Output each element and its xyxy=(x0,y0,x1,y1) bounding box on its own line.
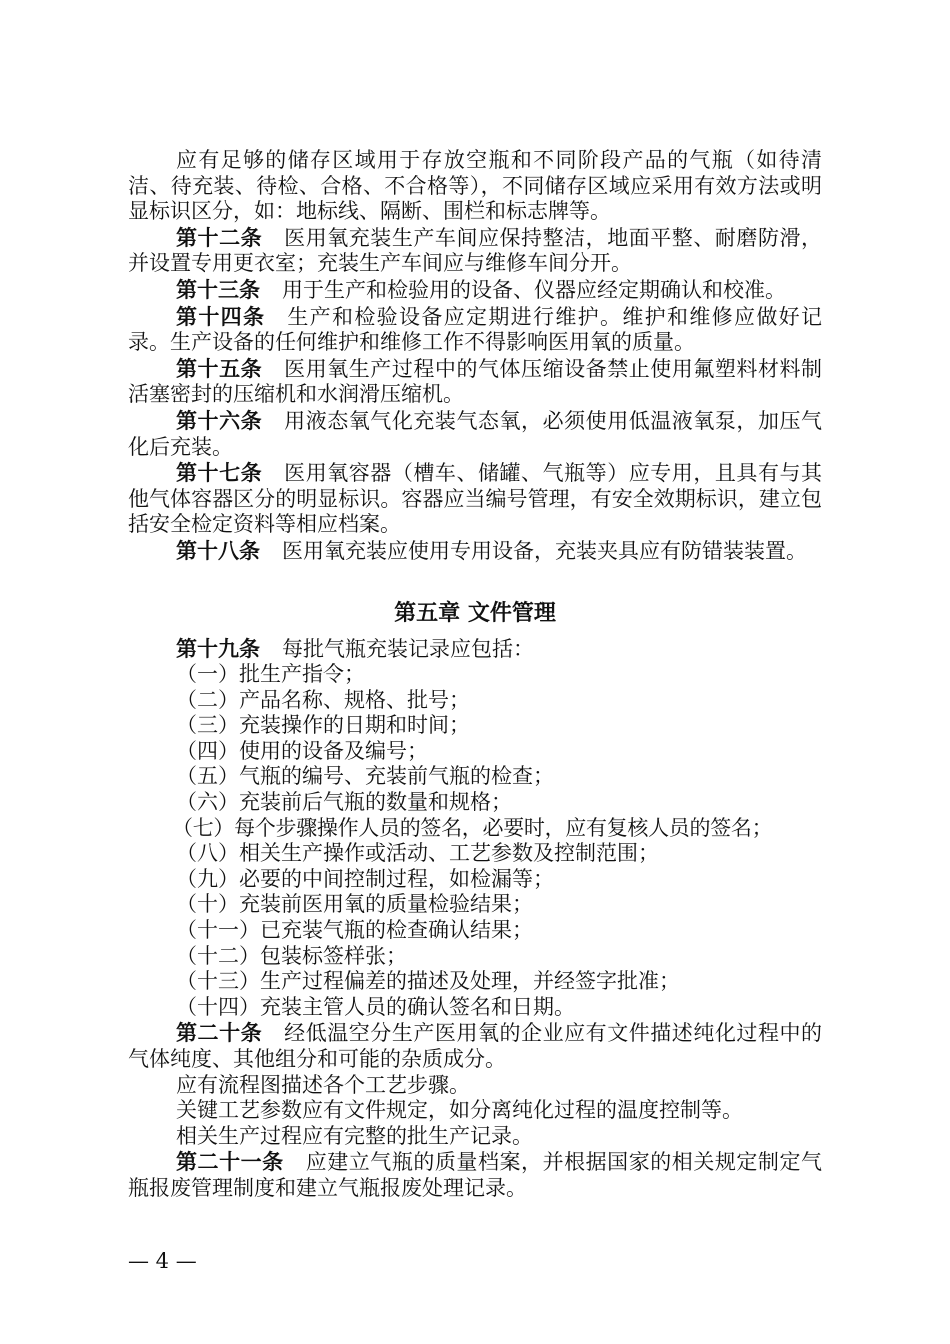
article-label: 第十八条 xyxy=(176,537,260,563)
article-13 xyxy=(128,277,822,304)
article-text: 医用氧充装应使用专用设备，充装夹具应有防错装装置。 xyxy=(282,538,807,563)
paragraph-storage-area: 应有足够的储存区域用于存放空瓶和不同阶段产品的气瓶（如待清洁、待充装、待检、合格、不合格等），不同储存区域应采用有效方法或明显标识区分，如：地标线、隔断、围栏和标志牌等。 xyxy=(128,148,822,224)
list-item: （十）充装前医用氧的质量检验结果； xyxy=(176,892,533,917)
article-label: 第十四条 xyxy=(176,303,266,329)
list-item: （九）必要的中间控制过程，如检漏等； xyxy=(176,866,554,891)
article-text: 应建立气瓶的质量档案，并根据国家的相关规定制定气瓶报废管理制度和建立气瓶报废处理记录。 xyxy=(128,1150,823,1200)
article-15 xyxy=(128,356,822,408)
article-text: 医用氧容器（槽车、储罐、气瓶等）应专用，且具有与其他气体容器区分的明显标识。容器应当编号管理，有安全效期标识，建立包括安全检定资料等相应档案。 xyxy=(128,461,823,537)
chapter-heading: 第五章 文件管理 xyxy=(394,599,556,626)
list-item: （六）充装前后气瓶的数量和规格； xyxy=(176,790,512,815)
article-label: 第十二条 xyxy=(176,224,263,250)
article-19 xyxy=(128,636,822,663)
page-number: — 4 — xyxy=(128,1249,197,1273)
paragraph: 相关生产过程应有完整的批生产记录。 xyxy=(176,1123,533,1148)
list-item: （十三）生产过程偏差的描述及处理，并经签字批准； xyxy=(176,969,680,994)
list-item: （四）使用的设备及编号； xyxy=(176,738,428,763)
article-text: 用液态氧气化充装气态氧，必须使用低温液氧泵，加压气化后充装。 xyxy=(128,408,823,459)
article-text: 经低温空分生产医用氧的企业应有文件描述纯化过程中的气体纯度、其他组分和可能的杂质成分。 xyxy=(128,1021,823,1071)
article-21 xyxy=(128,1149,822,1201)
article-label: 第二十条 xyxy=(176,1020,263,1046)
article-text: 医用氧充装生产车间应保持整洁，地面平整、耐磨防滑，并设置专用更衣室；充装生产车间应与维修车间分开。 xyxy=(128,225,823,276)
article-label: 第二十一条 xyxy=(176,1149,284,1175)
list-item: （一）批生产指令； xyxy=(176,662,365,687)
article-17 xyxy=(128,460,822,538)
paragraph: 应有流程图描述各个工艺步骤。 xyxy=(176,1072,470,1097)
article-label: 第十五条 xyxy=(176,355,263,381)
list-item: （十四）充装主管人员的确认签名和日期。 xyxy=(176,994,575,1019)
article-12 xyxy=(128,225,822,277)
article-14 xyxy=(128,304,822,356)
paragraph: 关键工艺参数应有文件规定，如分离纯化过程的温度控制等。 xyxy=(176,1098,743,1123)
list-item: （十一）已充装气瓶的检查确认结果； xyxy=(176,918,533,943)
list-item: （八）相关生产操作或活动、工艺参数及控制范围； xyxy=(176,841,659,866)
article-label: 第十六条 xyxy=(176,407,263,433)
article-text: 生产和检验设备应定期进行维护。维护和维修应做好记录。生产设备的任何维护和维修工作不得影响医用氧的质量。 xyxy=(128,304,823,355)
article-text: 医用氧生产过程中的气体压缩设备禁止使用氟塑料材料制活塞密封的压缩机和水润滑压缩机。 xyxy=(128,356,823,407)
list-item: （十二）包装标签样张； xyxy=(176,943,407,968)
article-16 xyxy=(128,408,822,460)
page-body xyxy=(128,148,822,1202)
article-18 xyxy=(128,538,822,565)
article-label: 第十三条 xyxy=(176,276,260,302)
list-item: （二）产品名称、规格、批号； xyxy=(176,687,470,712)
list-item: （三）充装操作的日期和时间； xyxy=(176,713,470,738)
article-text: 每批气瓶充装记录应包括： xyxy=(282,636,534,661)
list-item: （五）气瓶的编号、充装前气瓶的检查； xyxy=(176,764,554,789)
article-text: 用于生产和检验用的设备、仪器应经定期确认和校准。 xyxy=(282,277,786,302)
article-label: 第十九条 xyxy=(176,635,260,661)
article-20 xyxy=(128,1020,822,1072)
list-item: （七）每个步骤操作人员的签名，必要时，应有复核人员的签名； xyxy=(172,815,773,840)
article-label: 第十七条 xyxy=(176,460,263,486)
